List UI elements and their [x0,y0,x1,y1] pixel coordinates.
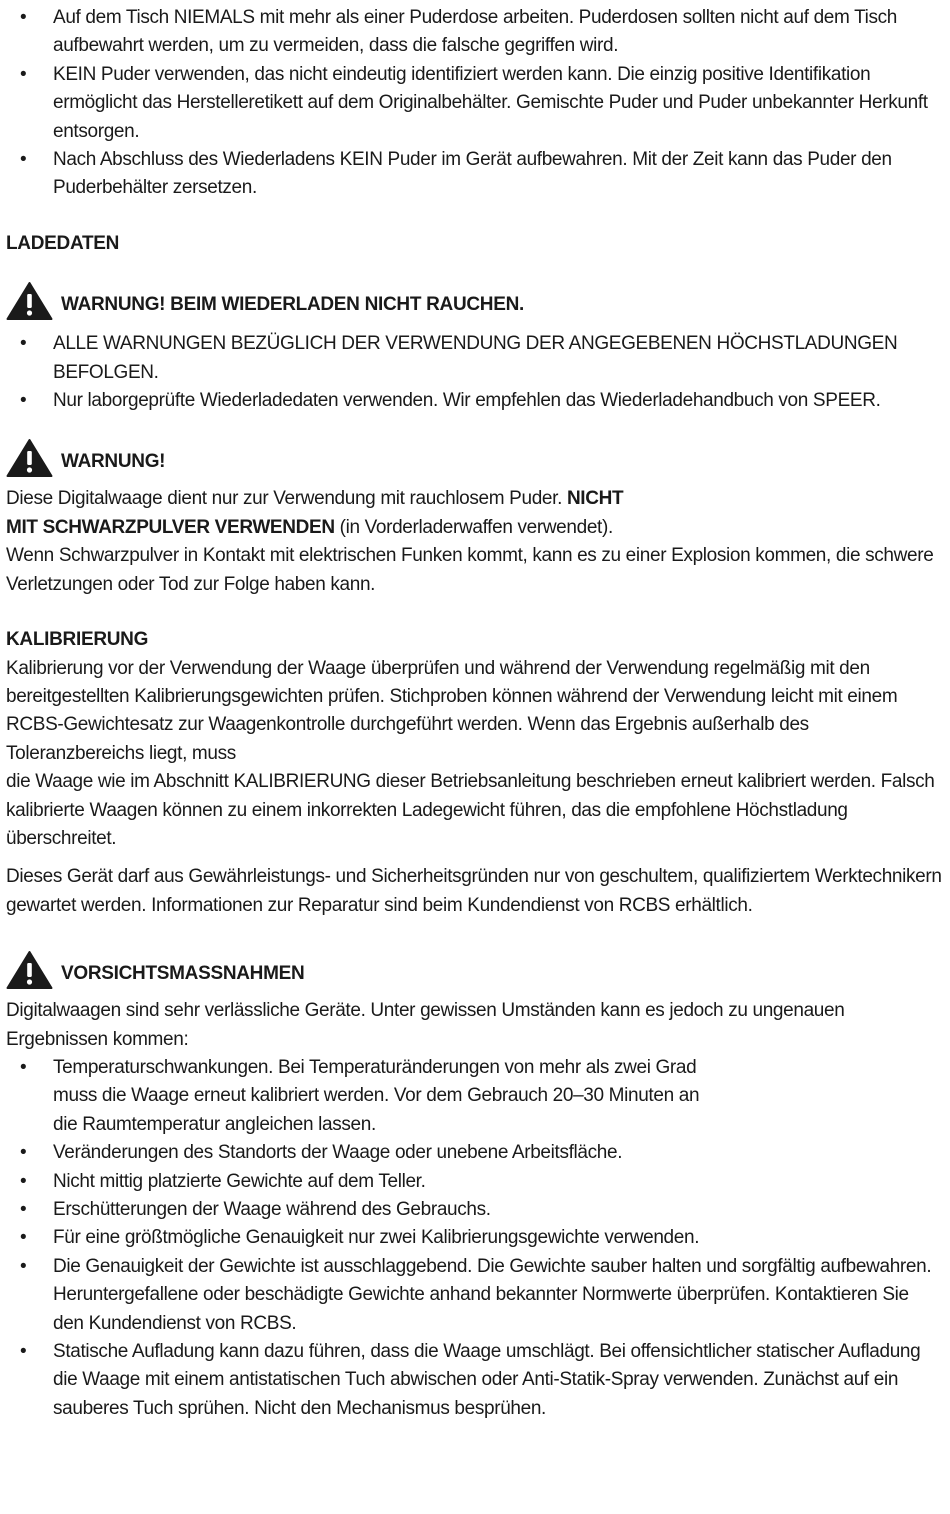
precautions-title: VORSICHTSMASSNAHMEN [61,962,305,984]
list-item [6,4,944,61]
bullet-marker: • [20,1227,27,1249]
warning-body [6,485,944,599]
list-item-text: KEIN Puder verwenden, das nicht eindeutig identifiziert werden kann. Die einzig positive Identifikation ermöglicht das Herstelleretikett auf dem Originalbehälter. Gemischte Puder und Puder unbekannter Herkunft entsorgen. [53,63,928,142]
paragraph-text: Kalibrierung vor der Verwendung der Waage überprüfen und während der Verwendung regelmäßig mit den bereitgestellten Kalibrierungsgewichten prüfen. Stichproben können während der Verwendung leicht mit einem RCBS-Gewichtesatz zur Waagenkontrolle durchgeführt werden. Wenn das Ergebnis außerhalb des Toleranzbereichs liegt, muss [6,657,898,764]
bullet-marker: • [20,1056,27,1078]
list-item-text: Veränderungen des Standorts der Waage oder unebene Arbeitsfläche. [53,1142,623,1164]
bullet-marker: • [20,149,27,171]
list-item-text: Nur laborgeprüfte Wiederladedaten verwenden. Wir empfehlen das Wiederladehandbuch von SPEER. [53,390,881,412]
list-item [6,1168,944,1196]
kalibrierung-paragraph [6,655,944,854]
warning-triangle-icon [6,950,53,990]
bullet-marker: • [20,7,27,28]
list-item [6,1054,944,1139]
warning-triangle-icon [6,438,53,478]
list-item-text: Die Genauigkeit der Gewichte ist ausschlaggebend. Die Gewichte sauber halten und sorgfältig aufbewahren. Heruntergefallene oder beschädigte Gewichte anhand bekannter Normwerte überprüfen. Kontaktieren Sie den Kundendienst von RCBS. [53,1255,932,1334]
list-item-text: ALLE WARNUNGEN BEZÜGLICH DER VERWENDUNG DER ANGEGEBENEN HÖCHSTLADUNGEN BEFOLGEN. [53,333,898,383]
warning-header-smoking [6,278,944,324]
list-item [6,387,944,415]
bullet-marker: • [20,333,27,355]
warning-title-smoking: WARNUNG! BEIM WIEDERLADEN NICHT RAUCHEN. [61,294,524,316]
bullet-marker: • [20,1142,27,1164]
list-item [6,146,944,203]
warning-emphasis: MIT SCHWARZPULVER VERWENDEN [6,516,335,538]
list-item [6,1224,944,1252]
list-item-text: Nach Abschluss des Wiederladens KEIN Puder im Gerät aufbewahren. Mit der Zeit kann das Puder den Puderbehälter zersetzen. [53,149,892,199]
warning-header-blackpowder [6,435,944,481]
precautions-bullet-list [6,1054,944,1423]
warning-text: (in Vorderladerwaffen verwendet). [334,516,613,538]
precautions-intro: Digitalwaagen sind sehr verlässliche Geräte. Unter gewissen Umständen kann es jedoch zu ungenauen Ergebnissen kommen: [6,1000,845,1050]
list-item-text: Temperaturschwankungen. Bei Temperaturänderungen von mehr als zwei Grad [53,1056,697,1078]
warning-emphasis: NICHT [566,488,624,510]
service-paragraph: Dieses Gerät darf aus Gewährleistungs- und Sicherheitsgründen nur von geschultem, qualifiziertem Werktechnikern gewartet werden. Informationen zur Reparatur sind beim Kundendienst von RCBS erhältlich. [6,866,942,916]
paragraph-text: die Waage wie im Abschnitt KALIBRIERUNG dieser Betriebsanleitung beschrieben erneut kalibriert werden. Falsch kalibrierte Waagen können zu einem inkorrekten Ladegewicht führen, das die empfohlene Höchstladung überschreitet. [6,771,935,849]
list-item-text: Für eine größtmögliche Genauigkeit nur zwei Kalibrierungsgewichte verwenden. [53,1227,700,1249]
list-item-text: Nicht mittig platzierte Gewichte auf dem Teller. [53,1170,426,1192]
warning-triangle-icon [6,281,53,321]
bullet-marker: • [20,1170,27,1192]
bullet-marker: • [20,1255,27,1277]
bullet-marker: • [20,63,27,85]
list-item [6,1338,944,1423]
list-item-text: Auf dem Tisch NIEMALS mit mehr als einer Puderdose arbeiten. Puderdosen sollten nicht auf dem Tisch aufbewahrt werden, um zu vermeiden, dass die falsche gegriffen wird. [53,7,898,57]
list-item [6,1139,944,1167]
bullet-marker: • [20,1341,27,1363]
bullet-marker: • [20,1199,27,1220]
section-heading-ladedaten: LADEDATEN [6,232,120,254]
list-item [6,1253,944,1338]
warning-text: Diese Digitalwaage dient nur zur Verwendung mit rauchlosem Puder. [6,488,567,510]
list-item-text: die Raumtemperatur angleichen lassen. [53,1113,376,1135]
warning-title: WARNUNG! [61,451,166,473]
list-item [6,330,944,387]
list-item [6,1196,944,1224]
list-item-text: Statische Aufladung kann dazu führen, dass die Waage umschlägt. Bei offensichtlicher statischer Aufladung die Waage mit einem antistatischen Tuch abwischen oder Anti-Statik-Spray verwenden. Zunächst auf ein sauberes Tuch sprühen. Nicht den Mechanismus besprühen. [53,1341,921,1419]
list-item [6,61,944,146]
intro-bullet-list [6,4,944,203]
warning-text: Wenn Schwarzpulver in Kontakt mit elektrischen Funken kommt, kann es zu einer Explosion kommen, die schwere Verletzungen oder Tod zur Folge haben kann. [6,545,934,595]
ladedaten-bullet-list [6,330,944,415]
list-item-text: Erschütterungen der Waage während des Gebrauchs. [53,1199,491,1220]
section-heading-kalibrierung: KALIBRIERUNG [6,629,149,651]
bullet-marker: • [20,390,27,412]
warning-header-precautions [6,947,944,993]
list-item-text: muss die Waage erneut kalibriert werden. Vor dem Gebrauch 20–30 Minuten an [53,1085,700,1107]
